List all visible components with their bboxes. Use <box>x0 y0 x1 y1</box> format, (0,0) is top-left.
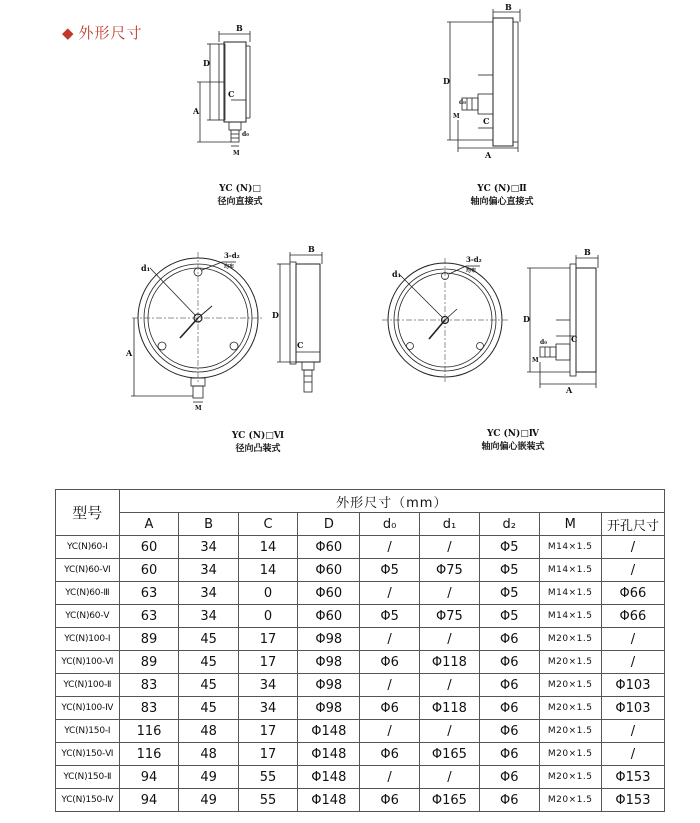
drawing2-caption <box>452 183 552 209</box>
table-cell: / <box>601 536 664 559</box>
drawing4-label-C: C <box>571 334 578 344</box>
drawing2-name: 轴向偏心直接式 <box>470 197 534 207</box>
drawing1-label-d0: d₀ <box>242 131 249 138</box>
table-cell: / <box>601 628 664 651</box>
drawing-axial-eccentric-direct <box>443 2 520 160</box>
table-cell: M14×1.5 <box>539 605 601 628</box>
drawing4-label-B: B <box>584 247 591 257</box>
table-cell: Φ98 <box>298 651 360 674</box>
table-header-group-row <box>56 490 665 513</box>
dimensions-group-header: 外形尺寸（mm） <box>119 490 664 513</box>
drawing4-label-D: D <box>523 314 530 324</box>
table-cell: / <box>360 582 420 605</box>
column-header: d₀ <box>360 513 420 536</box>
table-cell: 45 <box>179 697 238 720</box>
table-cell: / <box>419 674 479 697</box>
model-cell: YC(N)100-Ⅵ <box>56 651 120 674</box>
table-cell: Φ118 <box>419 651 479 674</box>
table-cell: Φ5 <box>479 605 539 628</box>
table-cell: M14×1.5 <box>539 536 601 559</box>
drawing3-label-hole-note: 均布 <box>224 264 235 270</box>
drawing4-label-d0: d₀ <box>540 339 547 346</box>
table-cell: Φ6 <box>360 697 420 720</box>
table-cell: / <box>360 720 420 743</box>
table-cell: Φ60 <box>298 559 360 582</box>
table-cell: 49 <box>179 766 238 789</box>
model-cell: YC(N)100-Ⅱ <box>56 674 120 697</box>
drawing3-label-A: A <box>126 348 133 358</box>
model-cell: YC(N)60-Ⅵ <box>56 559 120 582</box>
table-cell: M20×1.5 <box>539 743 601 766</box>
table-body <box>56 536 665 812</box>
table-header-row <box>56 513 665 536</box>
table-cell: Φ6 <box>360 651 420 674</box>
table-cell: 116 <box>119 743 179 766</box>
model-cell: YC(N)100-Ⅳ <box>56 697 120 720</box>
table-cell: / <box>360 766 420 789</box>
table-cell: Φ98 <box>298 674 360 697</box>
table-cell: Φ60 <box>298 605 360 628</box>
drawing3-label-D: D <box>272 310 279 320</box>
table-cell: 14 <box>238 559 297 582</box>
table-cell: / <box>419 628 479 651</box>
drawing4-label-d1: d₁ <box>392 269 402 279</box>
table-cell: Φ5 <box>360 559 420 582</box>
drawing1-name: 径向直接式 <box>217 197 263 207</box>
drawing3-label-C: C <box>297 340 304 350</box>
table-cell: 89 <box>119 651 179 674</box>
drawing1-code: YC (N)□ <box>219 184 261 194</box>
table-cell: 0 <box>238 605 297 628</box>
drawing3-caption <box>213 430 303 456</box>
table-cell: Φ5 <box>479 559 539 582</box>
table-cell: 17 <box>238 720 297 743</box>
table-cell: / <box>419 766 479 789</box>
table-cell: / <box>360 674 420 697</box>
drawing4-label-hole-note: 均布 <box>466 268 477 274</box>
drawing4-label-hole: 3-d₂ <box>466 255 482 264</box>
table-cell: M20×1.5 <box>539 789 601 812</box>
table-cell: 60 <box>119 536 179 559</box>
table-cell: 17 <box>238 651 297 674</box>
table-cell: Φ5 <box>360 605 420 628</box>
table-cell: Φ148 <box>298 720 360 743</box>
drawing2-label-d0: d₀ <box>459 99 466 106</box>
drawing-radial-direct <box>192 23 250 157</box>
column-header: A <box>119 513 179 536</box>
drawing4-name: 轴向偏心嵌装式 <box>481 442 545 452</box>
drawing2-label-D: D <box>443 76 450 86</box>
table-cell: 45 <box>179 628 238 651</box>
table-cell: Φ75 <box>419 605 479 628</box>
drawing1-label-C: C <box>228 89 235 99</box>
table-cell: Φ6 <box>479 720 539 743</box>
table-cell: Φ103 <box>601 674 664 697</box>
column-header: 开孔尺寸 <box>601 513 664 536</box>
table-cell: Φ165 <box>419 743 479 766</box>
drawing1-label-D: D <box>203 58 210 68</box>
table-cell: 94 <box>119 766 179 789</box>
table-cell: 63 <box>119 582 179 605</box>
drawing1-label-M: M <box>233 150 240 157</box>
drawing2-label-M: M <box>453 113 460 120</box>
table-cell: M20×1.5 <box>539 674 601 697</box>
table-cell: 63 <box>119 605 179 628</box>
table-cell: / <box>419 720 479 743</box>
diamond-icon: ◆ <box>62 24 75 42</box>
table-cell: / <box>601 651 664 674</box>
table-cell: 45 <box>179 651 238 674</box>
drawing3-label-M: M <box>195 405 202 412</box>
column-header: D <box>298 513 360 536</box>
table-cell: / <box>419 536 479 559</box>
model-cell: YC(N)150-Ⅱ <box>56 766 120 789</box>
table-cell: Φ6 <box>479 789 539 812</box>
table-row <box>56 651 665 674</box>
table-cell: / <box>360 536 420 559</box>
drawing2-label-A: A <box>485 150 492 160</box>
table-cell: Φ6 <box>360 743 420 766</box>
table-row <box>56 697 665 720</box>
table-cell: 17 <box>238 628 297 651</box>
table-cell: / <box>419 582 479 605</box>
table-cell: 14 <box>238 536 297 559</box>
drawing4-label-M: M <box>532 357 539 364</box>
column-header: B <box>179 513 238 536</box>
column-header: d₂ <box>479 513 539 536</box>
table-cell: 83 <box>119 674 179 697</box>
table-cell: Φ75 <box>419 559 479 582</box>
table-cell: 34 <box>238 674 297 697</box>
table-cell: Φ6 <box>479 651 539 674</box>
drawing3-label-B: B <box>308 244 315 254</box>
table-row <box>56 536 665 559</box>
table-cell: M20×1.5 <box>539 651 601 674</box>
table-row <box>56 720 665 743</box>
table-cell: 34 <box>179 559 238 582</box>
table-cell: Φ6 <box>360 789 420 812</box>
table-cell: Φ153 <box>601 766 664 789</box>
model-cell: YC(N)60-Ⅰ <box>56 536 120 559</box>
table-row <box>56 582 665 605</box>
table-cell: / <box>360 628 420 651</box>
table-row <box>56 789 665 812</box>
table-cell: 34 <box>179 605 238 628</box>
table-cell: Φ6 <box>479 697 539 720</box>
table-cell: Φ103 <box>601 697 664 720</box>
table-cell: 116 <box>119 720 179 743</box>
drawing4-caption <box>458 428 568 454</box>
column-header: M <box>539 513 601 536</box>
table-cell: Φ148 <box>298 766 360 789</box>
model-cell: YC(N)150-Ⅵ <box>56 743 120 766</box>
table-cell: Φ66 <box>601 582 664 605</box>
table-cell: Φ148 <box>298 743 360 766</box>
table-cell: Φ98 <box>298 628 360 651</box>
drawing3-code: YC (N)□Ⅵ <box>231 431 285 441</box>
table-cell: / <box>601 559 664 582</box>
drawing3-name: 径向凸装式 <box>235 444 281 454</box>
table-cell: 45 <box>179 674 238 697</box>
table-cell: 34 <box>179 582 238 605</box>
table-row <box>56 743 665 766</box>
table-cell: Φ66 <box>601 605 664 628</box>
column-header: C <box>238 513 297 536</box>
table-cell: 89 <box>119 628 179 651</box>
drawing4-code: YC (N)□Ⅳ <box>486 429 540 439</box>
table-cell: Φ6 <box>479 743 539 766</box>
column-header: d₁ <box>419 513 479 536</box>
table-cell: M20×1.5 <box>539 697 601 720</box>
table-cell: 60 <box>119 559 179 582</box>
drawing4-label-A: A <box>566 385 573 395</box>
drawing2-label-B: B <box>505 2 512 12</box>
table-cell: M20×1.5 <box>539 720 601 743</box>
table-cell: Φ6 <box>479 674 539 697</box>
table-cell: 55 <box>238 766 297 789</box>
table-row <box>56 628 665 651</box>
table-cell: Φ60 <box>298 582 360 605</box>
table-cell: 17 <box>238 743 297 766</box>
table-cell: 49 <box>179 789 238 812</box>
table-cell: 48 <box>179 743 238 766</box>
table-cell: / <box>601 720 664 743</box>
table-cell: M14×1.5 <box>539 582 601 605</box>
model-cell: YC(N)60-Ⅲ <box>56 582 120 605</box>
table-row <box>56 766 665 789</box>
drawing-radial-flange <box>125 244 322 412</box>
table-cell: Φ153 <box>601 789 664 812</box>
table-cell: Φ5 <box>479 582 539 605</box>
drawing1-caption <box>195 183 285 209</box>
dimensions-table <box>55 489 665 812</box>
drawing2-label-C: C <box>483 116 490 126</box>
drawing2-code: YC (N)□Ⅱ <box>477 184 527 194</box>
table-cell: M20×1.5 <box>539 628 601 651</box>
model-cell: YC(N)150-Ⅳ <box>56 789 120 812</box>
table-cell: 0 <box>238 582 297 605</box>
table-cell: 34 <box>179 536 238 559</box>
table-cell: 55 <box>238 789 297 812</box>
table-cell: Φ60 <box>298 536 360 559</box>
model-header: 型号 <box>56 490 120 536</box>
table-cell: M20×1.5 <box>539 766 601 789</box>
table-cell: 48 <box>179 720 238 743</box>
table-cell: M14×1.5 <box>539 559 601 582</box>
drawing3-label-d1: d₁ <box>141 263 151 273</box>
table-cell: Φ148 <box>298 789 360 812</box>
table-row <box>56 559 665 582</box>
drawing1-label-A: A <box>193 106 200 116</box>
model-cell: YC(N)60-Ⅴ <box>56 605 120 628</box>
table-cell: Φ98 <box>298 697 360 720</box>
section-title-text: 外形尺寸 <box>78 24 143 42</box>
model-cell: YC(N)150-Ⅰ <box>56 720 120 743</box>
table-row <box>56 605 665 628</box>
drawing1-label-B: B <box>236 23 243 33</box>
table-cell: Φ5 <box>479 536 539 559</box>
drawing-axial-eccentric-flush <box>382 247 598 395</box>
table-row <box>56 674 665 697</box>
table-cell: 94 <box>119 789 179 812</box>
table-cell: 34 <box>238 697 297 720</box>
table-cell: / <box>601 743 664 766</box>
table-cell: Φ6 <box>479 628 539 651</box>
table-cell: Φ165 <box>419 789 479 812</box>
model-cell: YC(N)100-Ⅰ <box>56 628 120 651</box>
table-cell: Φ6 <box>479 766 539 789</box>
drawing3-label-hole: 3-d₂ <box>224 251 240 260</box>
table-cell: 83 <box>119 697 179 720</box>
table-cell: Φ118 <box>419 697 479 720</box>
